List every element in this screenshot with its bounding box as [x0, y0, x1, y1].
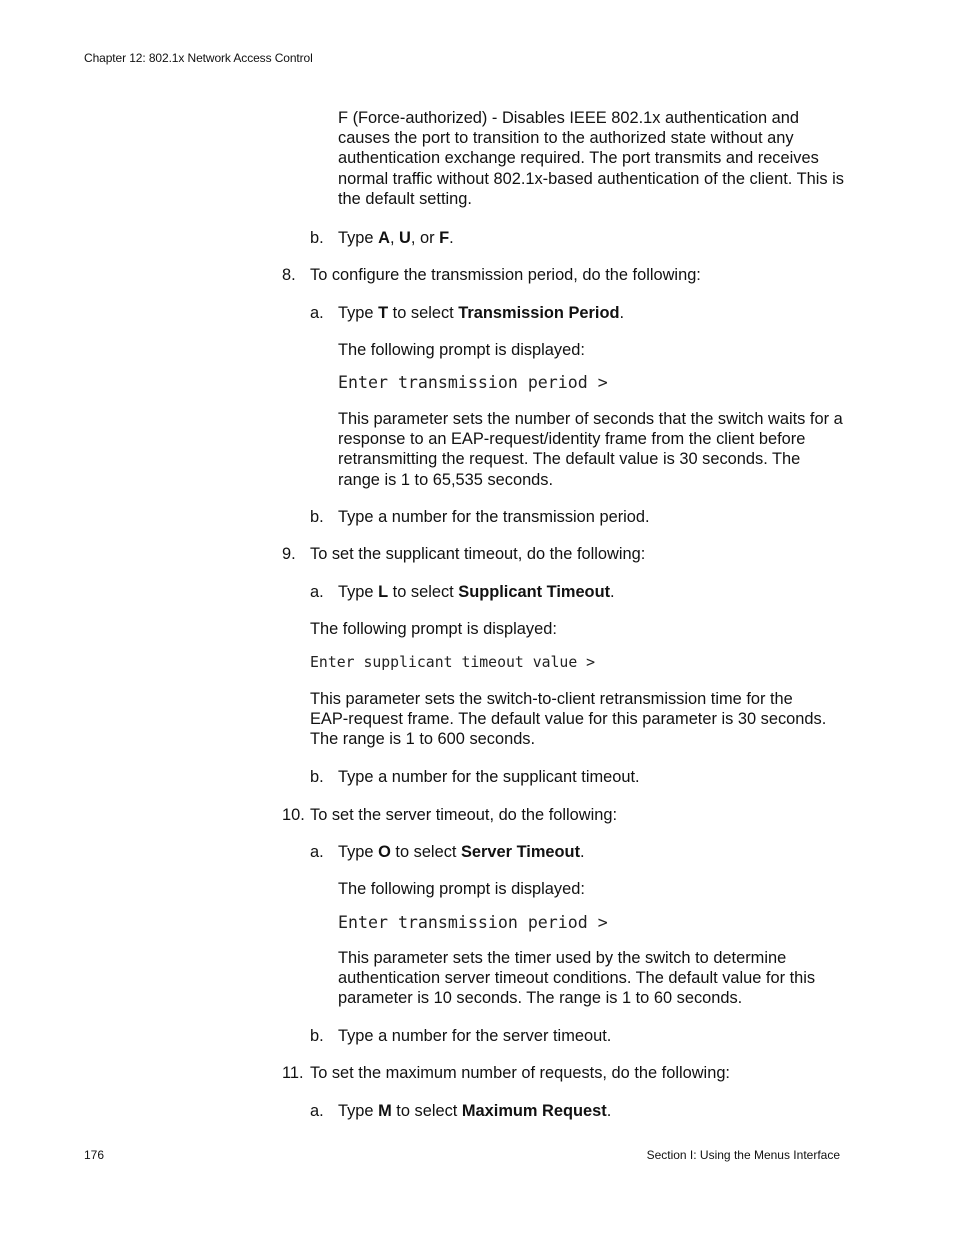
step9-number: 9. — [282, 545, 296, 563]
key-u: U — [399, 229, 411, 247]
step8-prompt-intro: The following prompt is displayed: — [338, 341, 585, 359]
key-a: A — [378, 229, 390, 247]
menu-key: O — [378, 843, 391, 861]
text-segment: . — [580, 843, 585, 861]
step9-prompt: Enter supplicant timeout value > — [310, 654, 596, 671]
page-header: Chapter 12: 802.1x Network Access Control — [84, 51, 313, 65]
step10-text: To set the server timeout, do the following: — [310, 806, 618, 824]
text-segment: to select — [391, 1102, 462, 1120]
step9-substep-a — [338, 582, 615, 602]
page-number: 176 — [84, 1148, 105, 1162]
step10-prompt: Enter transmission period > — [338, 913, 608, 932]
footer-section: Section I: Using the Menus Interface — [646, 1148, 840, 1162]
menu-option: Maximum Request — [461, 1102, 607, 1120]
text-segment: , or — [410, 229, 440, 247]
step8-description: This parameter sets the number of seconds that the switch waits for a response to an EAP-request/identity frame from the client before retransmitting the request. The default value is 30 seconds. The range is 1 to 65,535 seconds. — [338, 410, 843, 489]
text-segment: to select — [388, 583, 459, 601]
step11-substep-a-marker: a. — [310, 1102, 324, 1120]
step9-description: This parameter sets the switch-to-client retransmission time for the EAP-request frame. The default value for this parameter is 30 seconds. The range is 1 to 600 seconds. — [310, 690, 827, 749]
text-segment: to select — [388, 304, 459, 322]
step8-substep-a-marker: a. — [310, 304, 324, 322]
step10-substep-a — [338, 842, 585, 862]
step11-text: To set the maximum number of requests, do the following: — [310, 1064, 730, 1082]
force-authorized-paragraph: F (Force-authorized) - Disables IEEE 802.1x authentication and causes the port to transition to the authorized state without any authentication exchange required. The port transmits and receives normal traffic without 802.1x-based authentication of the client. This is the default setting. — [338, 109, 844, 208]
step9-substep-b-marker: b. — [310, 768, 324, 786]
step8-substep-b-marker: b. — [310, 508, 324, 526]
text-segment: Type — [338, 229, 379, 247]
step8-substep-a — [338, 303, 624, 323]
step10-substep-a-marker: a. — [310, 843, 324, 861]
text-segment: . — [449, 229, 454, 247]
text-segment: Type — [338, 304, 379, 322]
step8-text: To configure the transmission period, do the following: — [310, 266, 701, 284]
step10-substep-b: Type a number for the server timeout. — [338, 1027, 612, 1045]
text-segment: . — [610, 583, 615, 601]
text-segment: to select — [390, 843, 461, 861]
key-f: F — [439, 229, 450, 247]
step10-prompt-intro: The following prompt is displayed: — [338, 880, 585, 898]
step9-prompt-intro: The following prompt is displayed: — [310, 620, 557, 638]
step7-substep-b — [338, 228, 454, 248]
step8-number: 8. — [282, 266, 296, 284]
step9-substep-b: Type a number for the supplicant timeout. — [338, 768, 640, 786]
menu-option: Supplicant Timeout — [458, 583, 611, 601]
menu-key: T — [378, 304, 389, 322]
text-segment: . — [606, 1102, 612, 1120]
text-segment: Type — [338, 583, 379, 601]
step10-number: 10. — [282, 806, 305, 824]
text-segment: Type — [338, 843, 379, 861]
text-segment: Type — [338, 1102, 379, 1120]
step8-substep-b: Type a number for the transmission period. — [338, 508, 650, 526]
text-segment: , — [389, 229, 400, 247]
step10-substep-b-marker: b. — [310, 1027, 324, 1045]
step11-substep-a — [338, 1101, 611, 1121]
step8-prompt: Enter transmission period > — [338, 373, 608, 392]
text-segment: . — [619, 304, 625, 322]
menu-key: L — [378, 583, 389, 601]
step10-description: This parameter sets the timer used by the switch to determine authentication server timeout conditions. The default value for this parameter is 10 seconds. The range is 1 to 60 seconds. — [338, 949, 816, 1008]
step11-number: 11. — [282, 1064, 304, 1082]
menu-option: Server Timeout — [461, 843, 581, 861]
menu-option: Transmission Period — [458, 304, 620, 322]
menu-key: M — [378, 1102, 392, 1120]
step9-substep-a-marker: a. — [310, 583, 324, 601]
step9-text: To set the supplicant timeout, do the following: — [310, 545, 646, 563]
step7-substep-b-marker: b. — [310, 229, 324, 247]
